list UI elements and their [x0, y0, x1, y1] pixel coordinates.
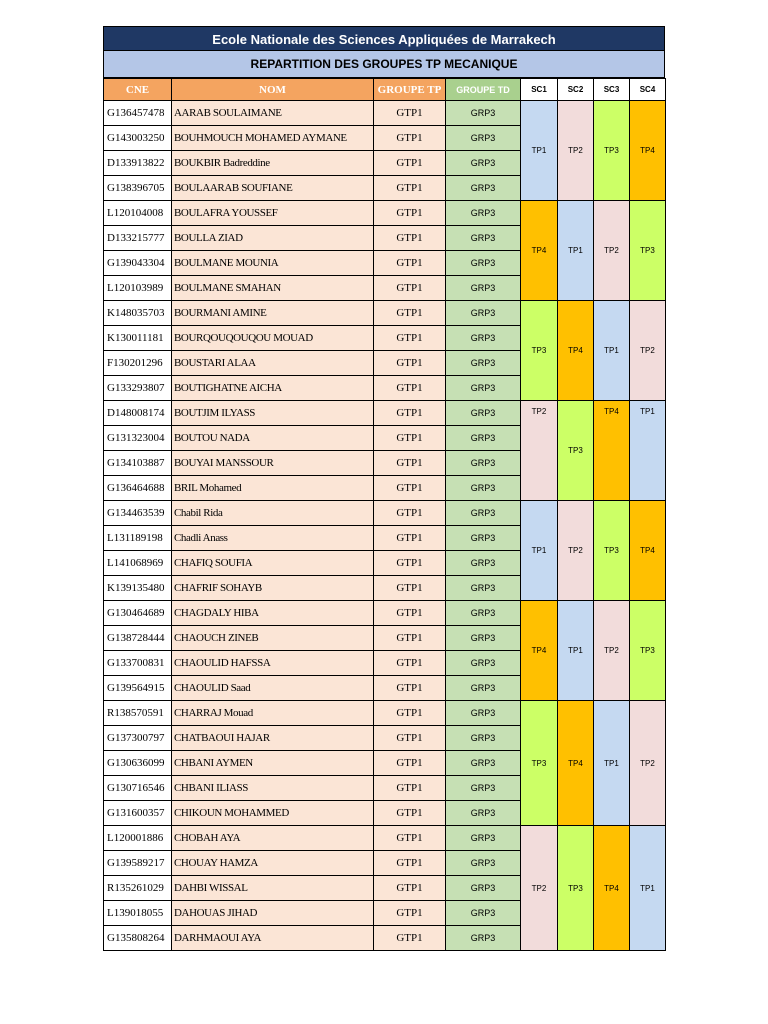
groupe-td-cell: GRP3	[446, 226, 521, 251]
cne-cell: G139589217	[104, 851, 172, 876]
groupe-tp-cell: GTP1	[374, 301, 446, 326]
groupe-tp-cell: GTP1	[374, 701, 446, 726]
groupe-tp-cell: GTP1	[374, 376, 446, 401]
groupe-td-cell: GRP3	[446, 326, 521, 351]
groupe-tp-cell: GTP1	[374, 651, 446, 676]
session-1-cell: TP2	[521, 401, 558, 501]
groupe-tp-cell: GTP1	[374, 426, 446, 451]
session-1-cell: TP1	[521, 101, 558, 201]
groupe-td-cell: GRP3	[446, 626, 521, 651]
session-2-cell: TP4	[558, 701, 594, 826]
cne-cell: D133215777	[104, 226, 172, 251]
session-3-cell: TP4	[594, 401, 630, 501]
nom-cell: CHOBAH AYA	[172, 826, 374, 851]
groupe-td-cell: GRP3	[446, 201, 521, 226]
nom-cell: BOUTOU NADA	[172, 426, 374, 451]
session-1-cell: TP3	[521, 301, 558, 401]
groupe-td-cell: GRP3	[446, 776, 521, 801]
groupe-td-cell: GRP3	[446, 351, 521, 376]
cne-cell: F130201296	[104, 351, 172, 376]
session-3-cell: TP4	[594, 826, 630, 951]
groupe-td-cell: GRP3	[446, 276, 521, 301]
session-4-cell: TP3	[630, 601, 666, 701]
groupe-tp-cell: GTP1	[374, 151, 446, 176]
groupe-td-cell: GRP3	[446, 526, 521, 551]
cne-cell: G138396705	[104, 176, 172, 201]
cne-cell: R138570591	[104, 701, 172, 726]
nom-cell: BOUYAI MANSSOUR	[172, 451, 374, 476]
nom-cell: CHOUAY HAMZA	[172, 851, 374, 876]
groupe-tp-cell: GTP1	[374, 576, 446, 601]
cne-cell: L120104008	[104, 201, 172, 226]
cne-cell: D133913822	[104, 151, 172, 176]
cne-cell: G130464689	[104, 601, 172, 626]
session-1-cell: TP1	[521, 501, 558, 601]
nom-cell: CHBANI ILIASS	[172, 776, 374, 801]
groupe-td-cell: GRP3	[446, 901, 521, 926]
session-2-cell: TP3	[558, 401, 594, 501]
nom-cell: BOULMANE MOUNIA	[172, 251, 374, 276]
groupe-td-cell: GRP3	[446, 176, 521, 201]
groupe-tp-cell: GTP1	[374, 776, 446, 801]
nom-cell: Chadli Anass	[172, 526, 374, 551]
groupe-tp-cell: GTP1	[374, 476, 446, 501]
cne-cell: G135808264	[104, 926, 172, 951]
table-row	[104, 401, 666, 426]
nom-cell: CHAOULID Saad	[172, 676, 374, 701]
session-2-cell: TP1	[558, 201, 594, 301]
groupe-td-cell: GRP3	[446, 651, 521, 676]
nom-cell: BOUSTARI ALAA	[172, 351, 374, 376]
nom-cell: BOULMANE SMAHAN	[172, 276, 374, 301]
nom-cell: BOULAARAB SOUFIANE	[172, 176, 374, 201]
nom-cell: AARAB SOULAIMANE	[172, 101, 374, 126]
table-row	[104, 501, 666, 526]
nom-cell: BOUKBIR Badreddine	[172, 151, 374, 176]
groupe-td-cell: GRP3	[446, 451, 521, 476]
nom-cell: DARHMAOUI AYA	[172, 926, 374, 951]
groupe-tp-cell: GTP1	[374, 126, 446, 151]
cne-cell: L120103989	[104, 276, 172, 301]
cne-cell: R135261029	[104, 876, 172, 901]
groupe-tp-cell: GTP1	[374, 551, 446, 576]
groupe-tp-cell: GTP1	[374, 351, 446, 376]
cne-cell: G138728444	[104, 626, 172, 651]
cne-cell: G134103887	[104, 451, 172, 476]
session-4-cell: TP2	[630, 301, 666, 401]
groupe-td-cell: GRP3	[446, 576, 521, 601]
session-4-cell: TP4	[630, 101, 666, 201]
nom-cell: BOULAFRA YOUSSEF	[172, 201, 374, 226]
session-3-cell: TP2	[594, 201, 630, 301]
cne-cell: G133293807	[104, 376, 172, 401]
groupe-td-cell: GRP3	[446, 701, 521, 726]
nom-cell: BOUHMOUCH MOHAMED AYMANE	[172, 126, 374, 151]
groupe-td-cell: GRP3	[446, 501, 521, 526]
cne-cell: K130011181	[104, 326, 172, 351]
groupe-tp-cell: GTP1	[374, 726, 446, 751]
cne-cell: G131323004	[104, 426, 172, 451]
groupe-tp-cell: GTP1	[374, 926, 446, 951]
cne-cell: G136457478	[104, 101, 172, 126]
groupe-td-cell: GRP3	[446, 676, 521, 701]
session-2-cell: TP2	[558, 501, 594, 601]
session-4-cell: TP1	[630, 401, 666, 501]
session-3-cell: TP1	[594, 301, 630, 401]
session-2-cell: TP3	[558, 826, 594, 951]
nom-cell: CHARRAJ Mouad	[172, 701, 374, 726]
nom-cell: CHAFIQ SOUFIA	[172, 551, 374, 576]
groupe-tp-cell: GTP1	[374, 851, 446, 876]
session-2-cell: TP2	[558, 101, 594, 201]
cne-cell: L131189198	[104, 526, 172, 551]
cne-cell: D148008174	[104, 401, 172, 426]
nom-cell: CHAOULID HAFSSA	[172, 651, 374, 676]
nom-cell: CHIKOUN MOHAMMED	[172, 801, 374, 826]
nom-cell: BOURMANI AMINE	[172, 301, 374, 326]
header-groupe-tp: GROUPE TP	[374, 79, 446, 101]
nom-cell: BOUTIGHATNE AICHA	[172, 376, 374, 401]
groupe-td-cell: GRP3	[446, 726, 521, 751]
session-1-cell: TP3	[521, 701, 558, 826]
groupe-tp-cell: GTP1	[374, 226, 446, 251]
groupe-tp-cell: GTP1	[374, 801, 446, 826]
cne-cell: G139564915	[104, 676, 172, 701]
nom-cell: CHAOUCH ZINEB	[172, 626, 374, 651]
groupe-td-cell: GRP3	[446, 801, 521, 826]
session-2-cell: TP1	[558, 601, 594, 701]
sheet-subtitle: REPARTITION DES GROUPES TP MECANIQUE	[103, 51, 665, 78]
groupe-td-cell: GRP3	[446, 101, 521, 126]
table-row	[104, 101, 666, 126]
school-title: Ecole Nationale des Sciences Appliquées de Marrakech	[103, 26, 665, 51]
session-3-cell: TP3	[594, 501, 630, 601]
cne-cell: G143003250	[104, 126, 172, 151]
cne-cell: G134463539	[104, 501, 172, 526]
cne-cell: L141068969	[104, 551, 172, 576]
groupe-td-cell: GRP3	[446, 401, 521, 426]
nom-cell: DAHBI WISSAL	[172, 876, 374, 901]
nom-cell: BOURQOUQOUQOU MOUAD	[172, 326, 374, 351]
groupe-tp-cell: GTP1	[374, 876, 446, 901]
nom-cell: Chabil Rida	[172, 501, 374, 526]
cne-cell: G130636099	[104, 751, 172, 776]
table-row	[104, 701, 666, 726]
session-1-cell: TP2	[521, 826, 558, 951]
cne-cell: L139018055	[104, 901, 172, 926]
header-sc4: SC4	[630, 79, 666, 101]
table-row	[104, 301, 666, 326]
session-1-cell: TP4	[521, 601, 558, 701]
session-4-cell: TP4	[630, 501, 666, 601]
groupe-tp-cell: GTP1	[374, 176, 446, 201]
header-groupe-td: GROUPE TD	[446, 79, 521, 101]
header-cne: CNE	[104, 79, 172, 101]
groupe-tp-cell: GTP1	[374, 251, 446, 276]
groupe-td-cell: GRP3	[446, 476, 521, 501]
groups-table	[103, 78, 666, 951]
nom-cell: CHBANI AYMEN	[172, 751, 374, 776]
table-row	[104, 826, 666, 851]
cne-cell: K148035703	[104, 301, 172, 326]
session-4-cell: TP3	[630, 201, 666, 301]
nom-cell: CHAGDALY HIBA	[172, 601, 374, 626]
cne-cell: G131600357	[104, 801, 172, 826]
groupe-tp-cell: GTP1	[374, 626, 446, 651]
groupe-tp-cell: GTP1	[374, 276, 446, 301]
groupe-tp-cell: GTP1	[374, 751, 446, 776]
groupe-td-cell: GRP3	[446, 876, 521, 901]
nom-cell: CHATBAOUI HAJAR	[172, 726, 374, 751]
groupe-td-cell: GRP3	[446, 826, 521, 851]
groupe-tp-cell: GTP1	[374, 826, 446, 851]
groupe-tp-cell: GTP1	[374, 451, 446, 476]
groupe-td-cell: GRP3	[446, 151, 521, 176]
header-nom: NOM	[172, 79, 374, 101]
groupe-tp-cell: GTP1	[374, 901, 446, 926]
table-row	[104, 601, 666, 626]
groupe-td-cell: GRP3	[446, 601, 521, 626]
groupe-td-cell: GRP3	[446, 851, 521, 876]
groupe-td-cell: GRP3	[446, 251, 521, 276]
session-4-cell: TP1	[630, 826, 666, 951]
session-3-cell: TP3	[594, 101, 630, 201]
nom-cell: BOUTJIM ILYASS	[172, 401, 374, 426]
nom-cell: BOULLA ZIAD	[172, 226, 374, 251]
table-row	[104, 201, 666, 226]
groupe-td-cell: GRP3	[446, 426, 521, 451]
session-4-cell: TP2	[630, 701, 666, 826]
header-sc1: SC1	[521, 79, 558, 101]
nom-cell: BRIL Mohamed	[172, 476, 374, 501]
groupe-tp-cell: GTP1	[374, 401, 446, 426]
cne-cell: G136464688	[104, 476, 172, 501]
groupe-td-cell: GRP3	[446, 376, 521, 401]
groupe-tp-cell: GTP1	[374, 201, 446, 226]
session-2-cell: TP4	[558, 301, 594, 401]
cne-cell: L120001886	[104, 826, 172, 851]
header-sc2: SC2	[558, 79, 594, 101]
table-header-row	[104, 79, 666, 101]
groupe-tp-cell: GTP1	[374, 501, 446, 526]
groupe-td-cell: GRP3	[446, 751, 521, 776]
session-3-cell: TP1	[594, 701, 630, 826]
nom-cell: DAHOUAS JIHAD	[172, 901, 374, 926]
tp-groups-sheet	[103, 26, 665, 951]
header-sc3: SC3	[594, 79, 630, 101]
nom-cell: CHAFRIF SOHAYB	[172, 576, 374, 601]
cne-cell: G139043304	[104, 251, 172, 276]
cne-cell: G130716546	[104, 776, 172, 801]
cne-cell: G133700831	[104, 651, 172, 676]
groupe-tp-cell: GTP1	[374, 526, 446, 551]
groupe-td-cell: GRP3	[446, 301, 521, 326]
groupe-tp-cell: GTP1	[374, 676, 446, 701]
session-1-cell: TP4	[521, 201, 558, 301]
groupe-td-cell: GRP3	[446, 551, 521, 576]
cne-cell: G137300797	[104, 726, 172, 751]
groupe-tp-cell: GTP1	[374, 601, 446, 626]
groupe-td-cell: GRP3	[446, 126, 521, 151]
cne-cell: K139135480	[104, 576, 172, 601]
groupe-tp-cell: GTP1	[374, 101, 446, 126]
groupe-td-cell: GRP3	[446, 926, 521, 951]
groupe-tp-cell: GTP1	[374, 326, 446, 351]
session-3-cell: TP2	[594, 601, 630, 701]
